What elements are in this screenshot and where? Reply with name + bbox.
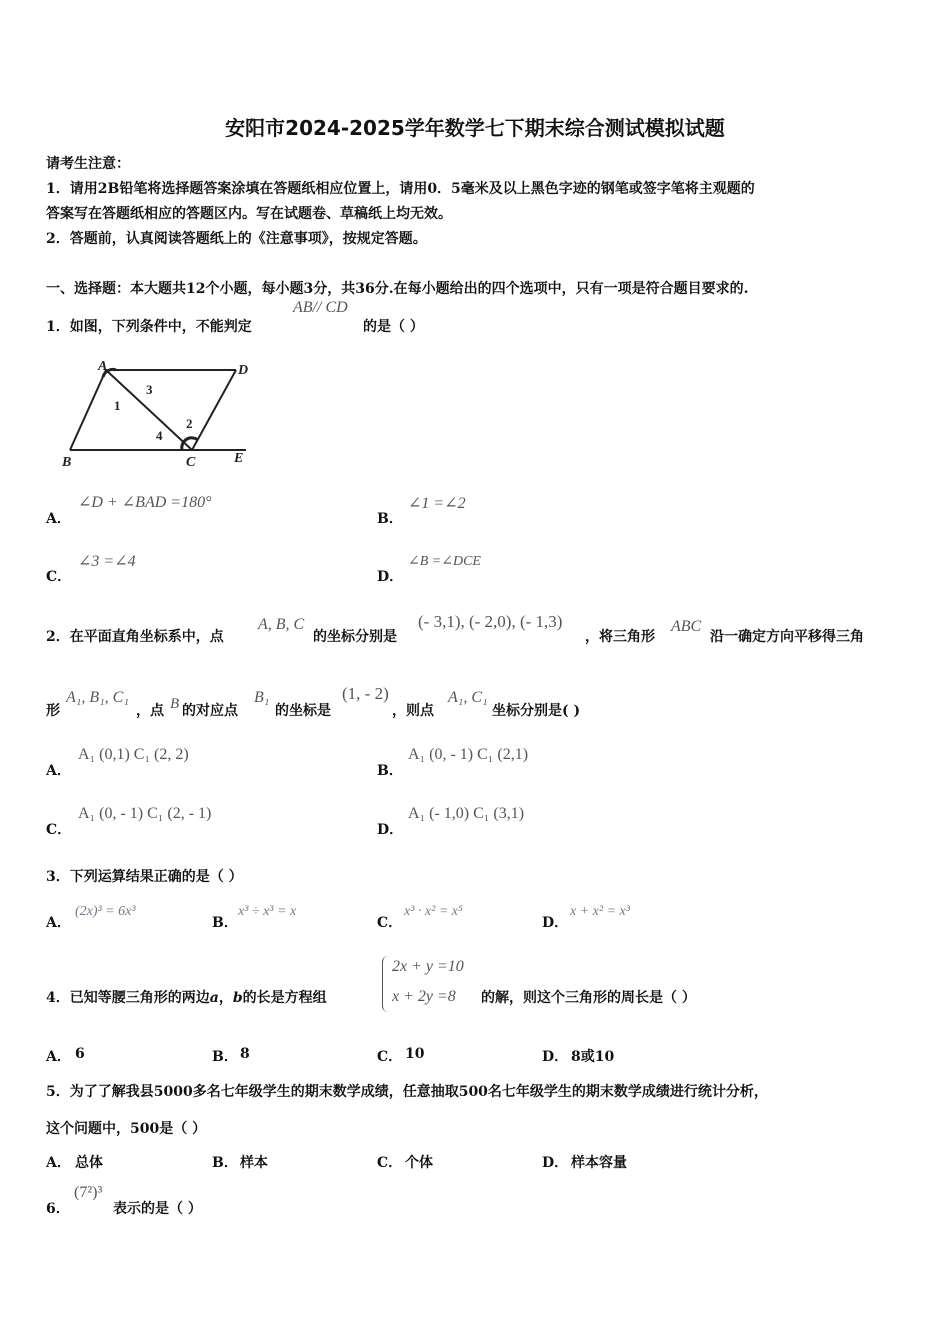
q4-option-c-label: C． bbox=[377, 1049, 403, 1065]
q4-stem bbox=[46, 987, 327, 1007]
label-C: C bbox=[186, 455, 196, 470]
q2-text: 坐标分别是( ) bbox=[492, 703, 581, 719]
q1-option-a: ∠D + ∠BAD =180° bbox=[78, 494, 212, 511]
q2-math: A, B, C bbox=[258, 616, 305, 633]
q4-equation-1: 2x + y =10 bbox=[392, 958, 464, 975]
q2-text: 的对应点 bbox=[182, 703, 238, 719]
notice-line: 1．请用2B铅笔将选择题答案涂填在答题纸相应位置上，请用0．5毫米及以上黑色字迹的钢笔或签字笔将主观题的 bbox=[46, 181, 755, 197]
q2-text: 形 bbox=[46, 703, 60, 719]
q4-comma: ， bbox=[218, 990, 233, 1006]
q1-prefix: 1．如图，下列条件中，不能判定 bbox=[46, 319, 252, 335]
q4-option-b-label: B． bbox=[212, 1049, 238, 1065]
notice-line: 2．答题前，认真阅读答题纸上的《注意事项》，按规定答题。 bbox=[46, 231, 427, 247]
q2-text: ，点 bbox=[136, 703, 164, 719]
q2-math: (- 3,1), (- 2,0), (- 1,3) bbox=[418, 612, 563, 631]
q2-text: 的坐标是 bbox=[275, 703, 331, 719]
q5-option-b-label: B． bbox=[212, 1155, 238, 1171]
q2-math: A₁, C₁ bbox=[448, 689, 488, 706]
q1-option-b-label: B． bbox=[377, 511, 403, 527]
q3-option-d: x + x² = x³ bbox=[570, 904, 630, 919]
q3-stem: 3．下列运算结果正确的是（ ） bbox=[46, 869, 243, 885]
q1-suffix: 的是（ ） bbox=[363, 319, 424, 335]
q2-option-b: A₁ (0, - 1) C₁ (2,1) bbox=[408, 746, 529, 763]
q1-option-a-label: A． bbox=[46, 511, 71, 527]
q1-figure bbox=[58, 356, 258, 471]
q1-option-c: ∠3 =∠4 bbox=[78, 553, 136, 570]
q2-option-c: A₁ (0, - 1) C₁ (2, - 1) bbox=[78, 805, 212, 822]
q2-text: ，将三角形 bbox=[585, 629, 655, 645]
q2-math: A₁, B₁, C₁ bbox=[66, 689, 129, 706]
page-title: 安阳市2024-2025学年数学七下期末综合测试模拟试题 bbox=[225, 116, 725, 140]
q1-option-c-label: C． bbox=[46, 569, 72, 585]
q4-equation-2: x + 2y =8 bbox=[392, 988, 456, 1005]
label-A: A bbox=[98, 359, 108, 374]
q2-text: ，则点 bbox=[392, 703, 434, 719]
q2-math: (1, - 2) bbox=[342, 684, 389, 703]
label-B: B bbox=[62, 455, 72, 470]
q1-option-d-label: D． bbox=[377, 569, 404, 585]
q5-option-c: 个体 bbox=[405, 1155, 433, 1171]
q2-math: B bbox=[170, 696, 180, 712]
q5-option-a: 总体 bbox=[75, 1155, 103, 1171]
segment-DC bbox=[192, 370, 236, 450]
q3-option-d-label: D． bbox=[542, 915, 569, 931]
label-1: 1 bbox=[114, 398, 121, 413]
q2-option-b-label: B． bbox=[377, 763, 403, 779]
q2-text: 2．在平面直角坐标系中，点 bbox=[46, 629, 224, 645]
q3-option-c: x³ · x² = x⁵ bbox=[404, 904, 463, 919]
q2-text: 沿一确定方向平移得三角 bbox=[710, 629, 864, 645]
q5-option-c-label: C． bbox=[377, 1155, 403, 1171]
q4-var-b: b bbox=[232, 990, 243, 1006]
q4-option-c: 10 bbox=[405, 1046, 425, 1062]
q5-option-d-label: D． bbox=[542, 1155, 569, 1171]
q3-option-a-label: A． bbox=[46, 915, 71, 931]
q3-option-a: (2x)³ = 6x³ bbox=[75, 904, 136, 919]
q2-option-d: A₁ (- 1,0) C₁ (3,1) bbox=[408, 805, 525, 822]
q2-math: B₁ bbox=[254, 689, 270, 706]
q5-option-d: 样本容量 bbox=[571, 1155, 627, 1171]
q2-math: ABC bbox=[671, 618, 702, 635]
q4-option-b: 8 bbox=[240, 1046, 250, 1062]
q2-option-d-label: D． bbox=[377, 822, 404, 838]
label-4: 4 bbox=[156, 428, 163, 443]
notice-heading: 请考生注意： bbox=[46, 156, 130, 172]
label-D: D bbox=[238, 363, 249, 378]
q1-stem bbox=[46, 316, 252, 336]
section-heading: 一、选择题：本大题共12个小题，每小题3分，共36分.在每小题给出的四个选项中，只有一项是符合题目要求的. bbox=[46, 281, 749, 297]
q2-text: 的坐标分别是 bbox=[313, 629, 397, 645]
q6-math: (7²)³ bbox=[74, 1184, 103, 1201]
q3-option-b: x³ ÷ x³ = x bbox=[238, 904, 297, 919]
q3-option-c-label: C． bbox=[377, 915, 403, 931]
q4-option-a-label: A． bbox=[46, 1049, 71, 1065]
equation-brace bbox=[382, 956, 389, 1012]
label-2: 2 bbox=[186, 416, 193, 431]
q4-option-d: 8或10 bbox=[571, 1049, 615, 1065]
q1-math: AB// CD bbox=[293, 299, 348, 316]
q4-var-a: a bbox=[209, 990, 219, 1006]
q6-suffix: 表示的是（ ） bbox=[113, 1201, 202, 1217]
q4-option-a: 6 bbox=[75, 1046, 85, 1062]
q1-option-b: ∠1 =∠2 bbox=[408, 495, 466, 512]
q1-option-d: ∠B =∠DCE bbox=[408, 554, 481, 569]
label-E: E bbox=[234, 451, 244, 466]
q5-option-b: 样本 bbox=[240, 1155, 268, 1171]
q4-prefix: 4．已知等腰三角形的两边 bbox=[46, 990, 210, 1006]
notice-line: 答案写在答题纸相应的答题区内。写在试题卷、草稿纸上均无效。 bbox=[46, 206, 452, 222]
q3-option-b-label: B． bbox=[212, 915, 238, 931]
q2-option-a: A₁ (0,1) C₁ (2, 2) bbox=[78, 746, 189, 763]
q5-line: 5．为了了解我县5000多名七年级学生的期末数学成绩，任意抽取500名七年级学生的期末数学成绩进行统计分析， bbox=[46, 1084, 768, 1100]
q2-option-a-label: A． bbox=[46, 763, 71, 779]
q4-mid: 的长是方程组 bbox=[242, 990, 327, 1006]
q6-number: 6． bbox=[46, 1201, 70, 1217]
label-3: 3 bbox=[146, 382, 153, 397]
q5-line: 这个问题中，500是（ ） bbox=[46, 1121, 207, 1137]
q4-suffix: 的解，则这个三角形的周长是（ ） bbox=[481, 990, 696, 1006]
q5-option-a-label: A． bbox=[46, 1155, 71, 1171]
q2-option-c-label: C． bbox=[46, 822, 72, 838]
segment-AB bbox=[70, 370, 106, 450]
q4-option-d-label: D． bbox=[542, 1049, 569, 1065]
